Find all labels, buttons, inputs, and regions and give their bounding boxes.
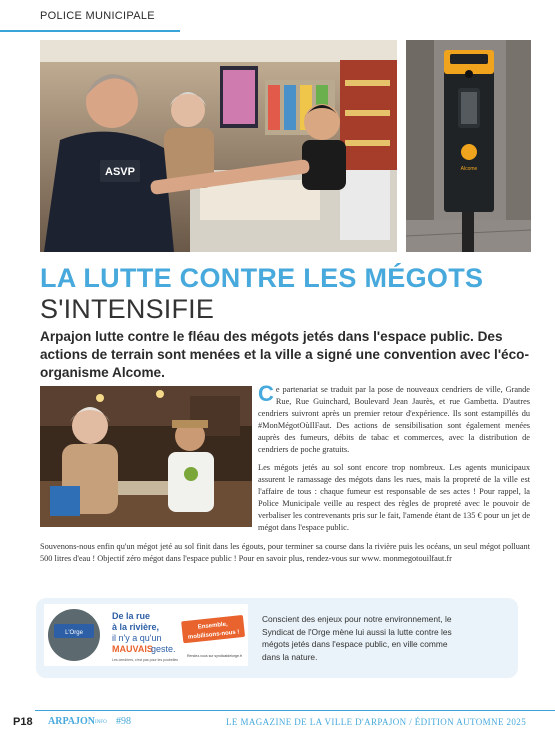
page-number: P18 <box>13 716 33 728</box>
magazine-edition: LE MAGAZINE DE LA VILLE D'ARPAJON / ÉDITION AUTOMNE 2025 <box>226 717 527 727</box>
article-subtitle: S'INTENSIFIE <box>40 294 215 324</box>
promo-headline-3: il n'y a qu'un <box>112 633 162 643</box>
promo-sign-text: L'Orge <box>65 630 83 636</box>
promo-headline-4b: geste. <box>151 644 176 654</box>
promo-headline-4a: MAUVAIS <box>112 644 153 654</box>
paragraph-1 <box>258 381 530 457</box>
promo-small-note: Les cendriers, c'est pas pour les poubelles <box>112 658 179 662</box>
promo-text: Conscient des enjeux pour notre environnement, le Syndicat de l'Orge mène lui aussi la lutte contre les mégots jetés dans l'espace public, en ville comme dans la nature. <box>262 614 452 662</box>
counter-photo <box>40 386 252 527</box>
bin-brand-label: Alcome <box>460 166 478 172</box>
ashtray-bin-photo <box>406 40 531 252</box>
footer-divider <box>35 710 555 711</box>
promo-slogan-2: mobilisons-nous ! <box>187 629 240 641</box>
dropcap: C <box>258 381 274 406</box>
article-lead: Arpajon lutte contre le fléau des mégots jetés dans l'espace public. Des actions de terrain sont menées et la ville a signé une convention avec l'éco-organisme Alcome. <box>40 329 529 380</box>
promo-card <box>44 604 248 666</box>
promo-headline-1: De la rue <box>112 611 151 621</box>
promo-tagline: Rendez-vous sur syndicatdelorge.fr <box>187 654 243 658</box>
promo-slogan-1: Ensemble, <box>197 621 229 631</box>
promo-headline-2: à la rivière, <box>112 622 160 632</box>
section-divider <box>0 30 180 32</box>
brand-small: INFO <box>95 720 107 725</box>
paragraph-2: Les mégots jetés au sol sont encore trop nombreux. Les agents municipaux assurent le ramassage des mégots dans les rues, mais la propreté de la ville est l'affaire de tous : chaque fumeur est responsable de ses actes ! Pour rappel, la Police Municipale veille au respect des règles de propreté avec le pouvoir de verbaliser les contrevenants pris sur le fait, l'amende étant de 135 € pour un jet de mégot dans l'espace public. <box>258 462 530 533</box>
officer-badge-text: ASVP <box>105 166 135 178</box>
brand-name: ARPAJON <box>48 716 96 727</box>
section-label: POLICE MUNICIPALE <box>40 10 155 22</box>
magazine-brand <box>48 716 107 727</box>
paragraph-3: Souvenons-nous enfin qu'un mégot jeté au sol finit dans les égouts, pour terminer sa course dans la rivière puis les océans, un seul mégot polluant 500 litres d'eau ! Objectif zéro mégot dans l'espace public ! Pour en savoir plus, rendez-vous sur www. monmegotouilfaut.fr <box>40 542 530 564</box>
main-photo <box>40 40 397 252</box>
article-column-right <box>258 381 530 539</box>
article-title: LA LUTTE CONTRE LES MÉGOTS <box>40 263 484 293</box>
issue-number: #98 <box>116 716 131 727</box>
paragraph-1-text: e partenariat se traduit par la pose de nouveaux cendriers de ville, Grande Rue, Rue Guinchard, Boulevard Jean Jaurès, et rue Gambetta. D'autres cendriers suivront après un premier retour d'expérience. Ils sont estampillés du #MonMégotOùIlFaut. Des actions de sensibilisation sont également menées auprès des fumeurs, débits de tabac et commerces, avec la distribution de cendriers de poche gratuits. <box>258 385 530 455</box>
